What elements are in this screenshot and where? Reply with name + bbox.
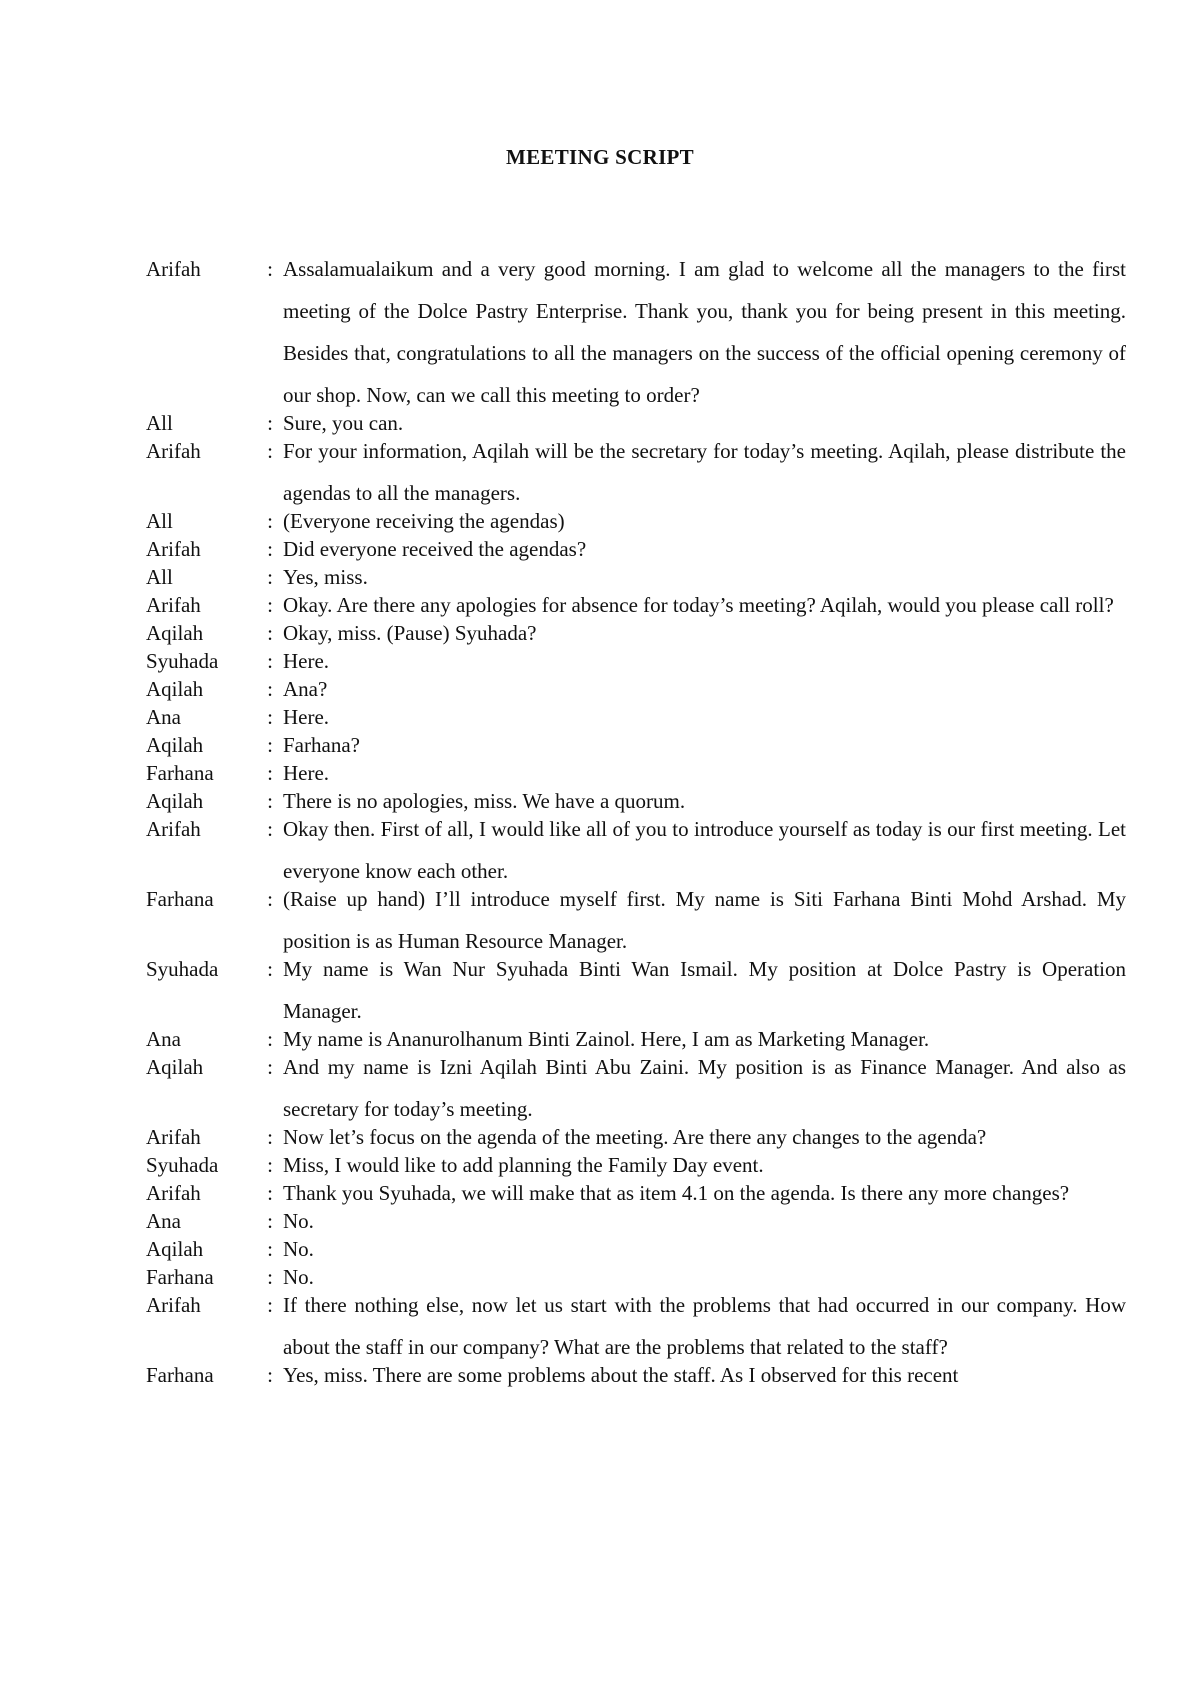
dialogue-text: Okay, miss. (Pause) Syuhada? [283,621,537,645]
speaker-separator: : [267,439,273,463]
speaker-name: Aqilah [146,1237,204,1261]
speaker-name: Syuhada [146,1153,219,1177]
dialogue-text: For your information, Aqilah will be the secretary for today’s meeting. Aqilah, please distribute the agendas to all the managers. [283,439,1126,505]
speaker-name: Syuhada [146,957,219,981]
dialogue-text: Here. [283,761,330,785]
speaker-separator: : [267,705,273,729]
dialogue-text: Farhana? [283,733,360,757]
speaker-separator: : [267,411,273,435]
dialogue-text: Thank you Syuhada, we will make that as item 4.1 on the agenda. Is there any more changes? [283,1181,1070,1205]
speaker-name: Ana [146,1209,181,1233]
dialogue-text: My name is Ananurolhanum Binti Zainol. Here, I am as Marketing Manager. [283,1027,930,1051]
speaker-name: Arifah [146,537,201,561]
speaker-separator: : [267,761,273,785]
speaker-name: Farhana [146,761,214,785]
speaker-name: Aqilah [146,733,204,757]
speaker-name: Aqilah [146,1055,204,1079]
speaker-separator: : [267,1237,273,1261]
speaker-name: Syuhada [146,649,219,673]
dialogue-text: Here. [283,705,330,729]
speaker-separator: : [267,887,273,911]
speaker-separator: : [267,1153,273,1177]
speaker-name: Aqilah [146,789,204,813]
speaker-name: Arifah [146,1293,201,1317]
dialogue-text: Miss, I would like to add planning the Family Day event. [283,1153,764,1177]
dialogue-text: Yes, miss. [283,565,368,589]
speaker-separator: : [267,789,273,813]
dialogue-text: (Raise up hand) I’ll introduce myself first. My name is Siti Farhana Binti Mohd Arshad. My position is as Human Resource Manager. [283,887,1126,953]
speaker-name: Aqilah [146,621,204,645]
speaker-separator: : [267,1209,273,1233]
speaker-separator: : [267,509,273,533]
dialogue-text: There is no apologies, miss. We have a quorum. [283,789,686,813]
speaker-separator: : [267,1027,273,1051]
dialogue-text: Yes, miss. There are some problems about the staff. As I observed for this recent [283,1363,959,1387]
speaker-name: All [146,565,173,589]
speaker-separator: : [267,1293,273,1317]
speaker-separator: : [267,649,273,673]
dialogue-text: No. [283,1265,314,1289]
speaker-name: Farhana [146,887,214,911]
speaker-name: Arifah [146,439,201,463]
speaker-separator: : [267,733,273,757]
speaker-name: Arifah [146,1181,201,1205]
speaker-name: Farhana [146,1265,214,1289]
speaker-name: All [146,411,173,435]
speaker-separator: : [267,957,273,981]
speaker-name: Aqilah [146,677,204,701]
dialogue-text: Did everyone received the agendas? [283,537,587,561]
speaker-name: Farhana [146,1363,214,1387]
dialogue-line [146,248,1126,416]
dialogue-text: My name is Wan Nur Syuhada Binti Wan Ismail. My position at Dolce Pastry is Operation Manager. [283,957,1126,1023]
dialogue-text: Sure, you can. [283,411,404,435]
dialogue-text: Ana? [283,677,328,701]
dialogue-text: Okay then. First of all, I would like all of you to introduce yourself as today is our first meeting. Let everyone know each other. [283,817,1126,883]
speaker-name: Arifah [146,593,201,617]
dialogue-text: No. [283,1237,314,1261]
speaker-separator: : [267,1181,273,1205]
dialogue-text: (Everyone receiving the agendas) [283,509,565,533]
speaker-separator: : [267,1055,273,1079]
speaker-separator: : [267,1265,273,1289]
speaker-separator: : [267,565,273,589]
meeting-script [146,248,1126,1387]
speaker-separator: : [267,1125,273,1149]
speaker-name: Arifah [146,257,201,281]
speaker-separator: : [267,593,273,617]
dialogue-text: Assalamualaikum and a very good morning. I am glad to welcome all the managers to the first meeting of the Dolce Pastry Enterprise. Thank you, thank you for being present in this meeting. Besides that, congratulations to all the managers on the success of the official opening ceremony of our shop. Now, can we call this meeting to order? [283,257,1126,407]
speaker-separator: : [267,257,273,281]
speaker-name: Arifah [146,1125,201,1149]
speaker-separator: : [267,621,273,645]
speaker-separator: : [267,677,273,701]
speaker-name: All [146,509,173,533]
dialogue-text: Here. [283,649,330,673]
dialogue-text: Now let’s focus on the agenda of the meeting. Are there any changes to the agenda? [283,1125,987,1149]
dialogue-text: If there nothing else, now let us start with the problems that had occurred in our company. How about the staff in our company? What are the problems that related to the staff? [283,1293,1126,1359]
speaker-separator: : [267,1363,273,1387]
speaker-name: Ana [146,1027,181,1051]
page-title: MEETING SCRIPT [506,145,694,169]
speaker-separator: : [267,537,273,561]
speaker-name: Ana [146,705,181,729]
dialogue-text: No. [283,1209,314,1233]
speaker-name: Arifah [146,817,201,841]
dialogue-text: Okay. Are there any apologies for absence for today’s meeting? Aqilah, would you please call roll? [283,593,1114,617]
speaker-separator: : [267,817,273,841]
dialogue-text: And my name is Izni Aqilah Binti Abu Zaini. My position is as Finance Manager. And also as secretary for today’s meeting. [283,1055,1126,1121]
dialogue-line [146,1354,1126,1396]
